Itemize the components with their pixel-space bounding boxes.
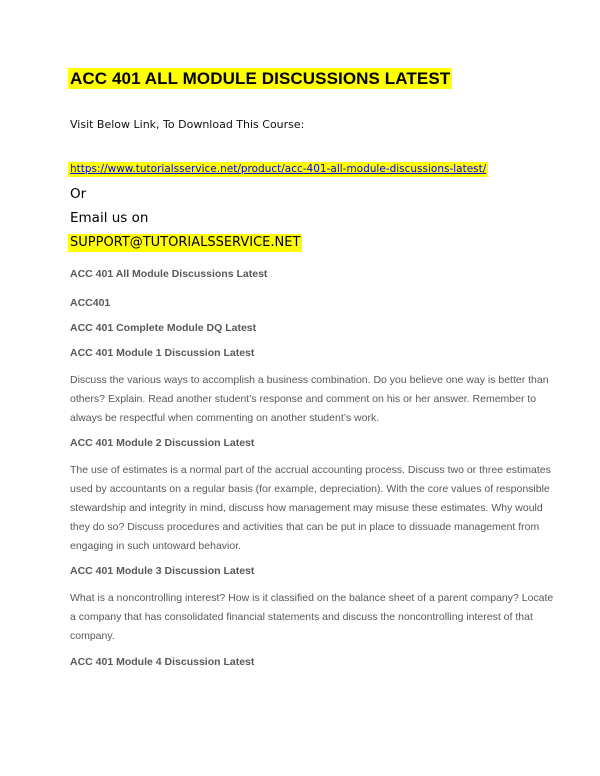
heading-course-code: ACC401 bbox=[70, 297, 111, 309]
module-1-line: others? Explain. Read another student’s response and comment on his or her answer. Remember to bbox=[70, 393, 537, 405]
module-3-line: a company that has consolidated financial statements and discuss the noncontrolling interest of that bbox=[70, 611, 533, 623]
visit-instructions: Visit Below Link, To Download This Course: bbox=[70, 118, 305, 131]
heading-module-1: ACC 401 Module 1 Discussion Latest bbox=[70, 347, 255, 359]
or-separator: Or bbox=[70, 186, 87, 202]
module-2-line: The use of estimates is a normal part of the accrual accounting process. Discuss two or three estimates bbox=[70, 464, 551, 476]
document-title: ACC 401 ALL MODULE DISCUSSIONS LATEST bbox=[70, 69, 451, 88]
module-2-line: stewardship and integrity in mind, discuss how management may misuse these estimates. Why would bbox=[70, 502, 543, 514]
module-3-line: company. bbox=[70, 630, 115, 642]
heading-module-4: ACC 401 Module 4 Discussion Latest bbox=[70, 656, 255, 668]
course-download-link[interactable]: https://www.tutorialsservice.net/product/acc-401-all-module-discussions-latest/ bbox=[70, 163, 487, 175]
heading-module-2: ACC 401 Module 2 Discussion Latest bbox=[70, 437, 255, 449]
support-email-link[interactable]: SUPPORT@TUTORIALSSERVICE.NET bbox=[70, 235, 301, 250]
email-label: Email us on bbox=[70, 210, 149, 226]
heading-complete-dq: ACC 401 Complete Module DQ Latest bbox=[70, 322, 257, 334]
heading-all-module: ACC 401 All Module Discussions Latest bbox=[70, 268, 268, 280]
module-3-line: What is a noncontrolling interest? How is it classified on the balance sheet of a parent company? Locate bbox=[70, 592, 554, 604]
module-1-line: Discuss the various ways to accomplish a business combination. Do you believe one way is better than bbox=[70, 374, 549, 386]
module-2-line: used by accountants on a regular basis (for example, depreciation). With the core values of responsible bbox=[70, 483, 550, 495]
module-1-line: always be respectful when commenting on another student’s work. bbox=[70, 412, 380, 424]
heading-module-3: ACC 401 Module 3 Discussion Latest bbox=[70, 565, 255, 577]
module-2-line: they do so? Discuss procedures and activities that can be put in place to dissuade management from bbox=[70, 521, 540, 533]
module-2-line: engaging in such untoward behavior. bbox=[70, 540, 242, 552]
